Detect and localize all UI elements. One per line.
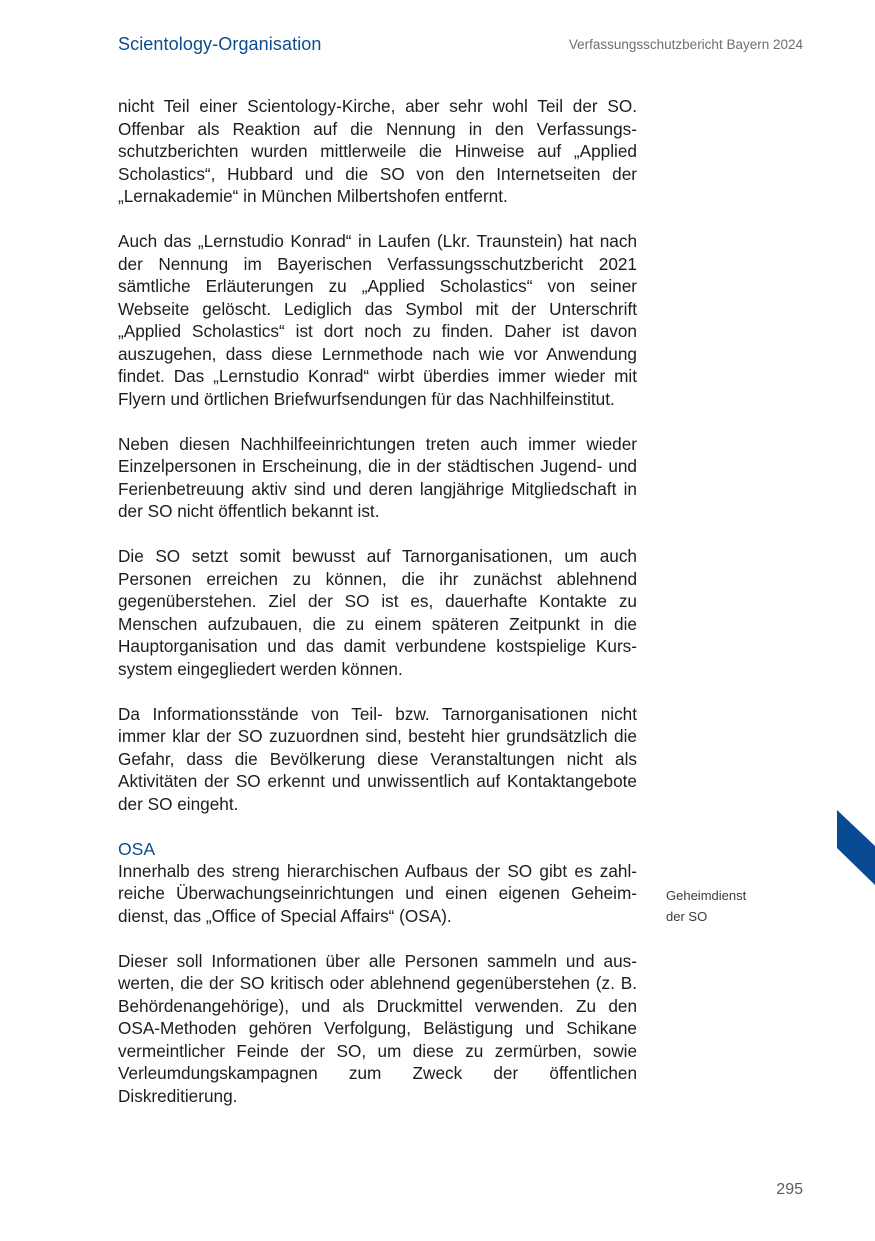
paragraph: nicht Teil einer Scientology-Kirche, aber sehr wohl Teil der SO. Offenbar als Reaktion auf die Nennung in den Verfassungsschutzberichten wurden mittlerweile die Hinweise auf „Applied Scholastics“, Hubbard und die SO von den Internetseiten der „Lernakademie“ in München Milbertshofen entfernt. bbox=[118, 96, 637, 206]
paragraph: Die SO setzt somit bewusst auf Tarnorganisationen, um auch Personen erreichen zu können, die ihr zunächst ablehnend gegenüberstehen. Ziel der SO ist es, dauerhafte Kontakte zu Menschen aufzubauen, die zu einem späteren Zeitpunkt in die Hauptorganisation und das damit verbundene kostspielige Kurssystem eingegliedert werden können. bbox=[118, 546, 637, 679]
paragraph: Auch das „Lernstudio Konrad“ in Laufen (Lkr. Traunstein) hat nach der Nennung im Bayerischen Verfassungsschutzbericht 2021 sämtliche Erläuterungen zu „Applied Scholastics“ von seiner Webseite gelöscht. Lediglich das Symbol mit der Unterschrift „Applied Scholastics“ ist dort noch zu finden. Daher ist davon auszugehen, dass diese Lernmethode nach wie vor Anwendung findet. Das „Lernstudio Konrad“ wirbt überdies immer wieder mit Flyern und örtlichen Briefwurfsendungen für das Nachhilfeinstitut. bbox=[118, 231, 637, 409]
section-heading-osa: OSA bbox=[118, 838, 156, 859]
paragraph: Dieser soll Informationen über alle Personen sammeln und auswerten, die der SO kritisch oder ablehnend gegenüberstehen (z. B. Behördenangehörige), und als Druckmittel verwenden. Zu den OSA-Methoden gehören Verfolgung, Belästigung und Schikane vermeintlicher Feinde der SO, um diese zu zermürben, sowie Verleumdungskampagnen zum Zweck der öffentlichen Diskreditierung. bbox=[118, 950, 637, 1106]
margin-note-line: Geheimdienst bbox=[666, 888, 747, 903]
margin-note-line: der SO bbox=[666, 909, 708, 924]
chapter-tab-marker bbox=[837, 810, 875, 885]
paragraph: Innerhalb des streng hierarchischen Aufbaus der SO gibt es zahlreiche Überwachungseinrichtungen und einen eigenen Geheimdienst, das „Office of Special Affairs“ (OSA). bbox=[118, 860, 637, 926]
margin-note bbox=[666, 885, 786, 927]
paragraph: Neben diesen Nachhilfeeinrichtungen treten auch immer wieder Einzelpersonen in Erscheinung, die in der städtischen Jugend- und Ferienbetreuung aktiv sind und deren langjährige Mitgliedschaft in der SO nicht öffentlich bekannt ist. bbox=[118, 433, 637, 521]
page-number: 295 bbox=[776, 1181, 803, 1198]
running-header-section: Scientology-Organisation bbox=[118, 34, 322, 54]
main-text-column bbox=[118, 95, 637, 1107]
paragraph: Da Informationsstände von Teil- bzw. Tarnorganisationen nicht immer klar der SO zuzuordnen sind, besteht hier grundsätzlich die Gefahr, dass die Bevölkerung diese Veranstaltungen nicht als Aktivitäten der SO erkennt und unwissentlich auf Kontaktangebote der SO eingeht. bbox=[118, 703, 637, 814]
running-header-report: Verfassungsschutzbericht Bayern 2024 bbox=[568, 37, 803, 52]
